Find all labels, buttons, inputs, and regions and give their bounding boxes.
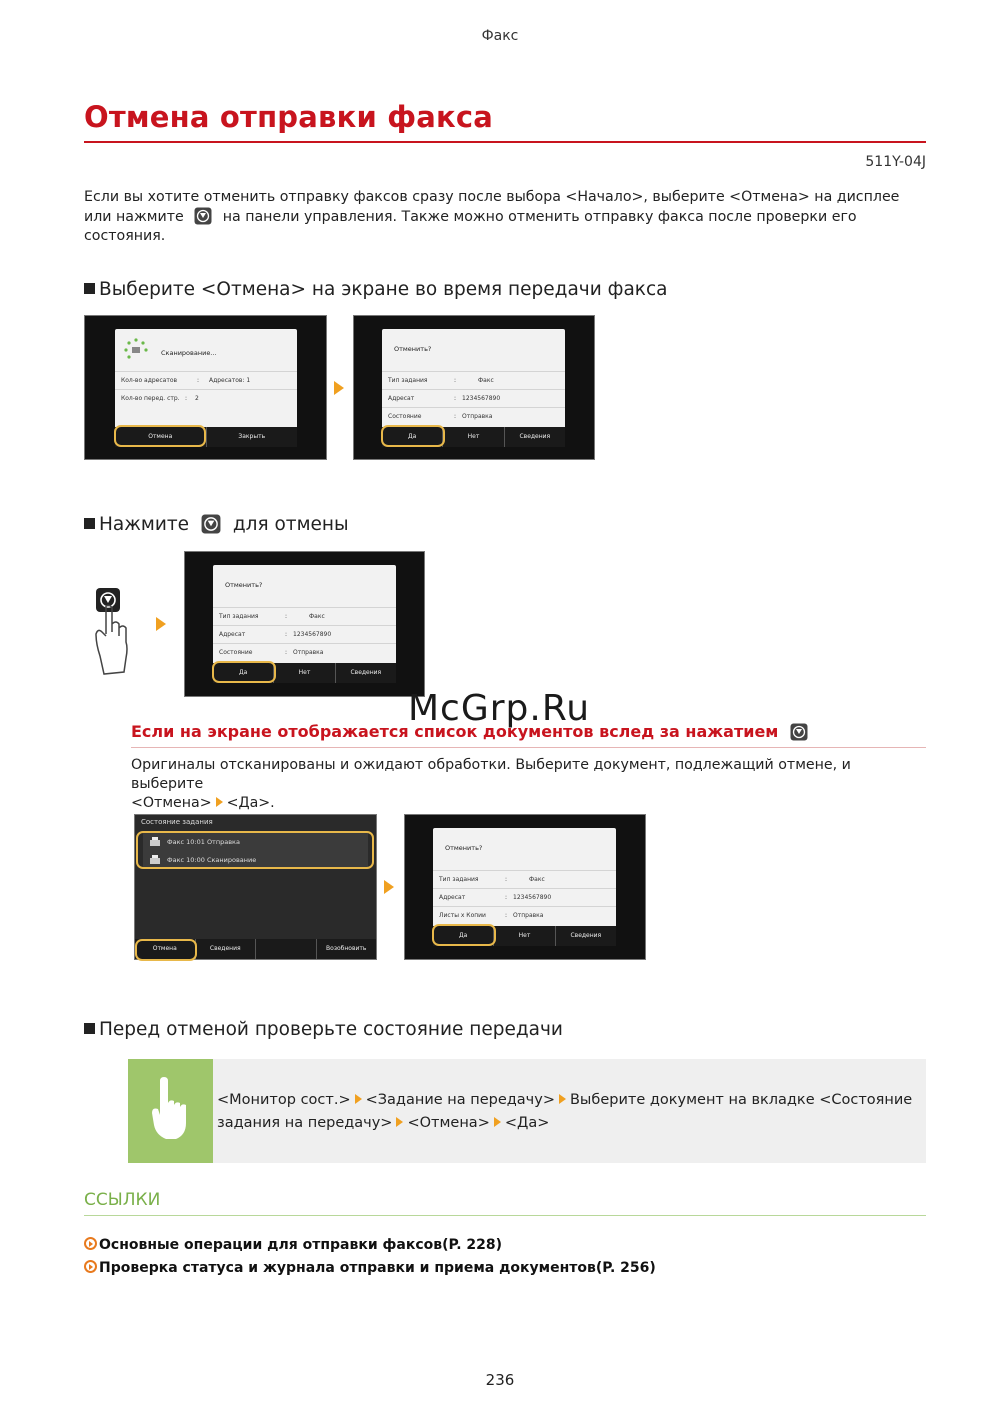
no-button[interactable]: Нет — [274, 663, 335, 683]
page-title: Отмена отправки факса — [84, 100, 494, 134]
steps-text: <Монитор сост.> <Задание на передачу> Выберите документ на вкладке <Состояние задания на передачу> <Отмена> <Да> — [217, 1092, 913, 1131]
empty-button — [256, 939, 317, 959]
highlight-ring — [432, 924, 496, 946]
job-status-title: Состояние задания — [141, 818, 213, 826]
highlight-ring — [135, 939, 197, 961]
step-arrow-icon — [494, 1117, 501, 1127]
no-button[interactable]: Нет — [494, 926, 555, 946]
info-row: Состояние : Отправка — [213, 643, 396, 661]
scanning-status: Сканирование... — [161, 349, 217, 357]
cancel-button[interactable]: Отмена — [115, 427, 207, 447]
subsection-divider — [131, 747, 926, 748]
next-step-arrow-icon — [156, 617, 166, 631]
links-divider — [84, 1215, 926, 1216]
screen-job-list — [134, 814, 377, 960]
screen-confirm-from-list — [404, 814, 646, 960]
cancel-button[interactable]: Отмена — [135, 939, 196, 959]
watermark-text: McGrp.Ru — [408, 688, 591, 729]
screen-scanning — [84, 315, 327, 460]
subsection-heading: Если на экране отображается список документов вслед за нажатием — [131, 722, 810, 741]
screen-confirm-cancel — [353, 315, 595, 460]
resume-button[interactable]: Возобновить — [326, 945, 367, 952]
highlight-ring — [381, 425, 445, 447]
yes-button[interactable]: Да — [382, 427, 443, 447]
step-arrow-icon — [355, 1094, 362, 1104]
details-button[interactable]: Сведения — [196, 939, 257, 959]
title-divider — [84, 141, 926, 143]
document-id: 511Y-04J — [865, 154, 926, 170]
page-number: 236 — [485, 1371, 515, 1389]
square-bullet-icon — [84, 518, 95, 529]
section-heading-cancel-on-screen: Выберите <Отмена> на экране во время передачи факса — [84, 279, 667, 300]
list-item[interactable]: Факс 10:00 Сканирование — [143, 851, 368, 869]
list-item[interactable]: Факс 10:01 Отправка — [143, 833, 368, 851]
info-row: Тип задания : Факс — [213, 607, 396, 625]
step-arrow-icon — [216, 797, 223, 807]
subsection-text: Оригиналы отсканированы и ожидают обработки. Выберите документ, подлежащий отмене, и выберите <Отмена> <Да>. — [131, 757, 851, 811]
info-row: Состояние : Отправка — [382, 407, 565, 425]
info-row: Кол-во перед. стр. : 2 — [115, 389, 297, 407]
link-arrow-icon — [84, 1237, 97, 1250]
highlight-ring — [212, 661, 276, 683]
details-button[interactable]: Сведения — [570, 932, 602, 939]
info-row: Адресат : 1234567890 — [382, 389, 565, 407]
finger-tap-icon — [148, 1075, 192, 1141]
info-row: Тип задания : Факс — [433, 870, 616, 888]
hand-pressing-stop-icon — [88, 586, 140, 678]
info-row: Листы x Копии : Отправка — [433, 906, 616, 924]
confirm-question: Отменить? — [225, 581, 263, 589]
info-row: Адресат : 1234567890 — [433, 888, 616, 906]
stop-icon — [790, 723, 808, 741]
intro-paragraph — [84, 188, 926, 246]
yes-button[interactable]: Да — [433, 926, 494, 946]
close-button[interactable]: Закрыть — [238, 433, 266, 440]
screen-confirm-after-stop — [184, 551, 425, 697]
next-step-arrow-icon — [384, 880, 394, 894]
highlight-ring — [114, 425, 206, 447]
info-row: Кол-во адресатов : Адресатов: 1 — [115, 371, 297, 389]
section-heading-press-stop: Нажмите для отмены — [84, 514, 349, 535]
info-row: Адресат : 1234567890 — [213, 625, 396, 643]
next-step-arrow-icon — [334, 381, 344, 395]
step-arrow-icon — [396, 1117, 403, 1127]
square-bullet-icon — [84, 1023, 95, 1034]
confirm-question: Отменить? — [394, 345, 432, 353]
section-heading-check-status: Перед отменой проверьте состояние передачи — [84, 1019, 563, 1040]
links-heading: ССЫЛКИ — [84, 1190, 161, 1210]
info-row: Тип задания : Факс — [382, 371, 565, 389]
scanning-spinner-icon — [123, 337, 149, 363]
details-button[interactable]: Сведения — [519, 433, 551, 440]
confirm-question: Отменить? — [445, 844, 483, 852]
running-header: Факс — [481, 28, 519, 44]
intro-text-end: на панели управления. Также можно отменить отправку факса после проверки его состояния. — [84, 209, 857, 244]
operation-steps-panel — [128, 1059, 926, 1163]
intro-text-start: Если вы хотите отменить отправку факсов сразу после выбора <Начало>, выберите <Отмена> на дисплее или нажмите — [84, 189, 900, 225]
stop-icon — [201, 514, 221, 534]
link-basic-fax-operations[interactable]: Основные операции для отправки факсов(P. 228) — [84, 1237, 502, 1253]
square-bullet-icon — [84, 283, 95, 294]
yes-button[interactable]: Да — [213, 663, 274, 683]
highlight-ring — [136, 831, 374, 869]
no-button[interactable]: Нет — [443, 427, 504, 447]
touch-panel-badge — [128, 1059, 213, 1163]
stop-icon — [194, 207, 212, 225]
step-arrow-icon — [559, 1094, 566, 1104]
link-arrow-icon — [84, 1260, 97, 1273]
details-button[interactable]: Сведения — [350, 669, 382, 676]
link-status-and-log[interactable]: Проверка статуса и журнала отправки и приема документов(P. 256) — [84, 1260, 656, 1276]
